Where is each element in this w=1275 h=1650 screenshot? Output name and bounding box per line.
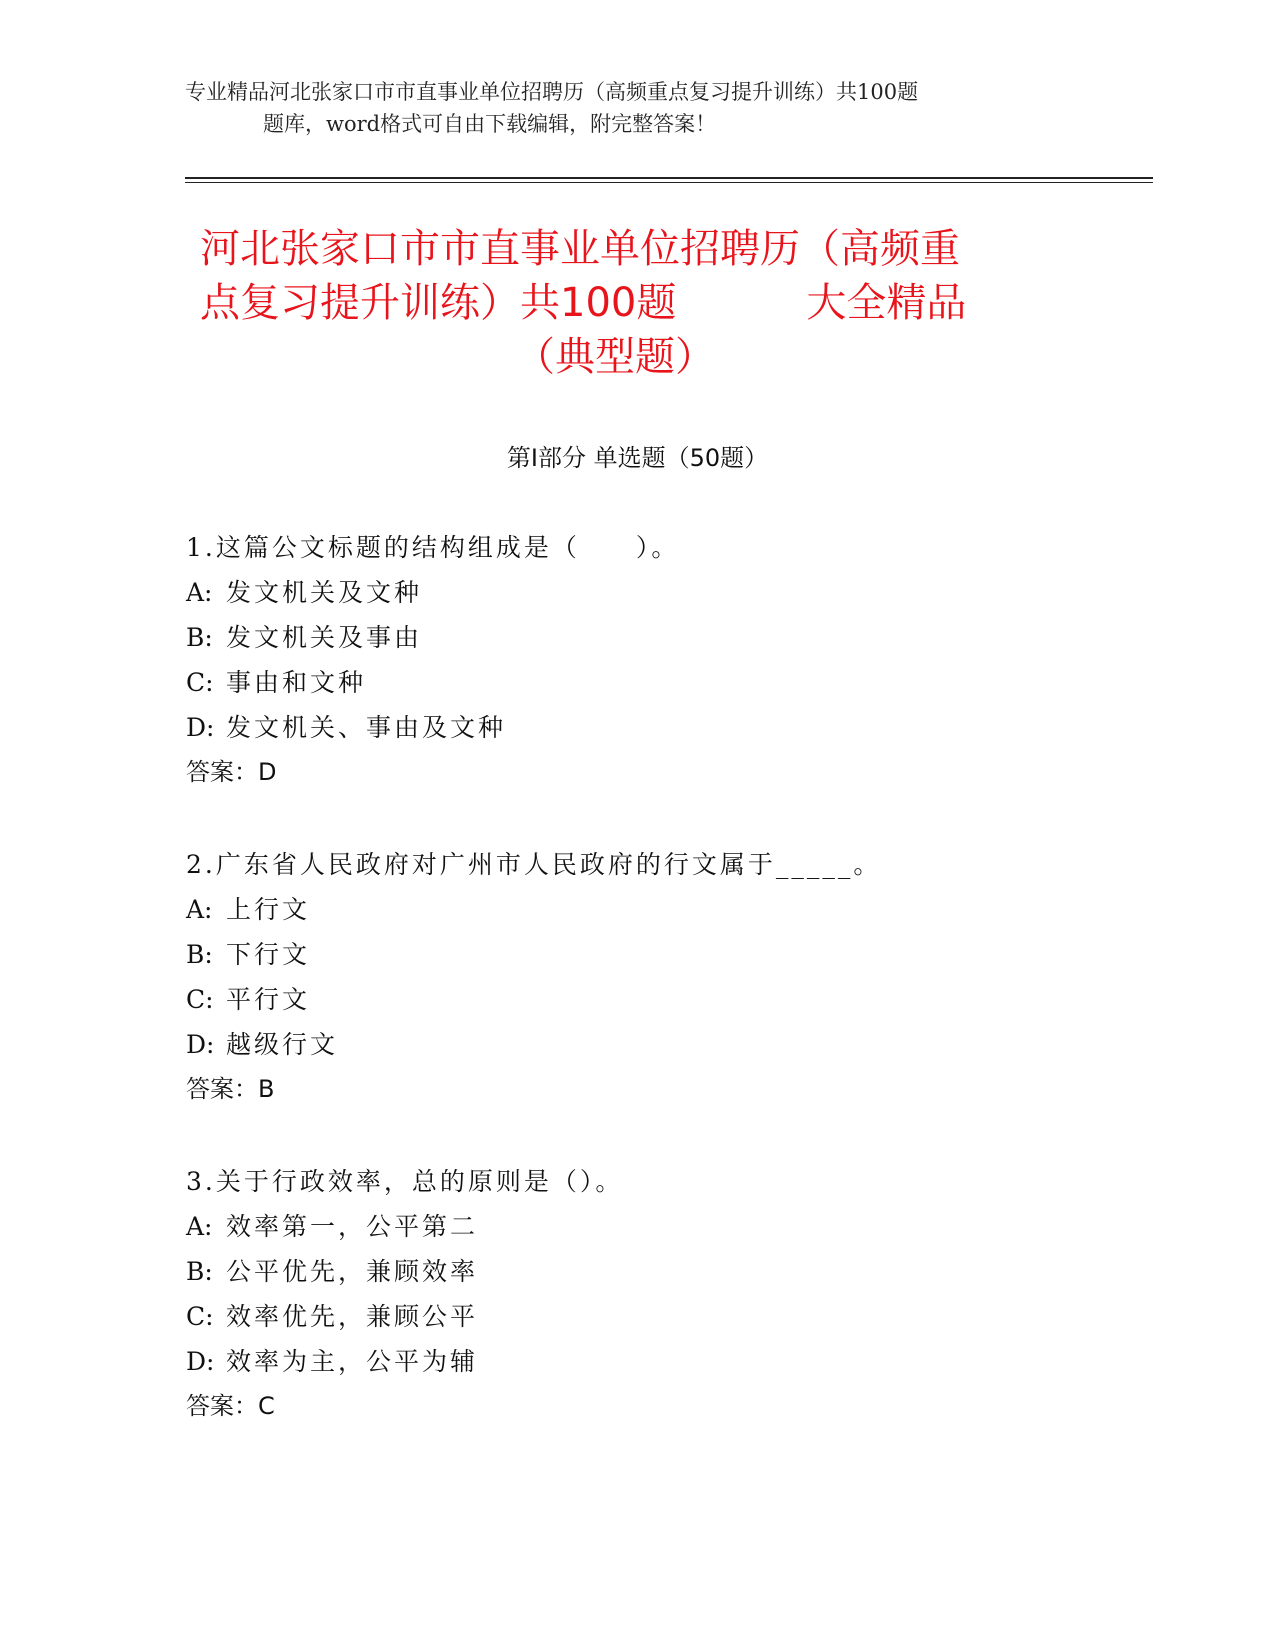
option-text: 发文机关及文种 bbox=[226, 578, 423, 607]
option-letter: B: bbox=[186, 940, 213, 969]
option-letter: B: bbox=[186, 623, 213, 652]
main-title-line-2b: 大全精品 bbox=[806, 280, 967, 326]
header-line-1: 专业精品河北张家口市市直事业单位招聘历（高频重点复习提升训练）共100题 bbox=[185, 80, 919, 104]
option-text: 越级行文 bbox=[226, 1030, 339, 1059]
option-text: 效率为主，公平为辅 bbox=[226, 1347, 479, 1376]
option-text: 效率优先，兼顾公平 bbox=[226, 1302, 479, 1331]
option-text: 上行文 bbox=[226, 895, 311, 924]
option-a bbox=[186, 887, 1136, 932]
main-title-line-1: 河北张家口市市直事业单位招聘历（高频重 bbox=[200, 226, 960, 272]
section-title: 第Ⅰ部分 单选题（50题） bbox=[506, 444, 769, 472]
question-3 bbox=[186, 1159, 1136, 1429]
option-b bbox=[186, 932, 1136, 977]
option-a bbox=[186, 570, 1136, 615]
main-title-line-2a: 点复习提升训练）共100题 bbox=[200, 280, 677, 326]
option-text: 发文机关、事由及文种 bbox=[226, 713, 507, 742]
header-rule-thin bbox=[185, 182, 1153, 183]
answer-line: 答案：B bbox=[186, 1075, 275, 1103]
answer-line: 答案：C bbox=[186, 1392, 275, 1420]
option-letter: A: bbox=[186, 895, 213, 924]
question-stem: 2.广东省人民政府对广州市人民政府的行文属于_____。 bbox=[186, 850, 882, 879]
question-2 bbox=[186, 842, 1136, 1112]
header-rule-thick bbox=[185, 177, 1153, 179]
option-text: 平行文 bbox=[226, 985, 311, 1014]
option-d bbox=[186, 705, 1136, 750]
option-letter: C: bbox=[186, 1302, 214, 1331]
option-c bbox=[186, 977, 1136, 1022]
option-b bbox=[186, 615, 1136, 660]
option-text: 公平优先，兼顾效率 bbox=[226, 1257, 479, 1286]
question-stem: 1.这篇公文标题的结构组成是（ ）。 bbox=[186, 533, 680, 562]
question-list bbox=[186, 525, 1136, 1476]
option-letter: D: bbox=[186, 1030, 215, 1059]
header-line-2: 题库，word格式可自由下载编辑，附完整答案！ bbox=[263, 112, 717, 136]
option-d bbox=[186, 1022, 1136, 1067]
main-title bbox=[180, 222, 1080, 384]
option-letter: B: bbox=[186, 1257, 213, 1286]
option-b bbox=[186, 1249, 1136, 1294]
document-header bbox=[185, 76, 1065, 140]
option-letter: D: bbox=[186, 1347, 215, 1376]
option-text: 事由和文种 bbox=[226, 668, 367, 697]
option-text: 下行文 bbox=[226, 940, 311, 969]
option-letter: C: bbox=[186, 985, 214, 1014]
option-c bbox=[186, 1294, 1136, 1339]
option-c bbox=[186, 660, 1136, 705]
option-letter: A: bbox=[186, 578, 213, 607]
option-letter: A: bbox=[186, 1212, 213, 1241]
option-letter: C: bbox=[186, 668, 214, 697]
option-a bbox=[186, 1204, 1136, 1249]
option-d bbox=[186, 1339, 1136, 1384]
question-1 bbox=[186, 525, 1136, 795]
answer-line: 答案：D bbox=[186, 758, 277, 786]
question-stem: 3.关于行政效率，总的原则是（）。 bbox=[186, 1167, 624, 1196]
main-title-line-2 bbox=[180, 276, 1080, 330]
main-title-line-3: （典型题） bbox=[515, 334, 715, 380]
option-text: 发文机关及事由 bbox=[226, 623, 423, 652]
option-letter: D: bbox=[186, 713, 215, 742]
option-text: 效率第一，公平第二 bbox=[226, 1212, 479, 1241]
